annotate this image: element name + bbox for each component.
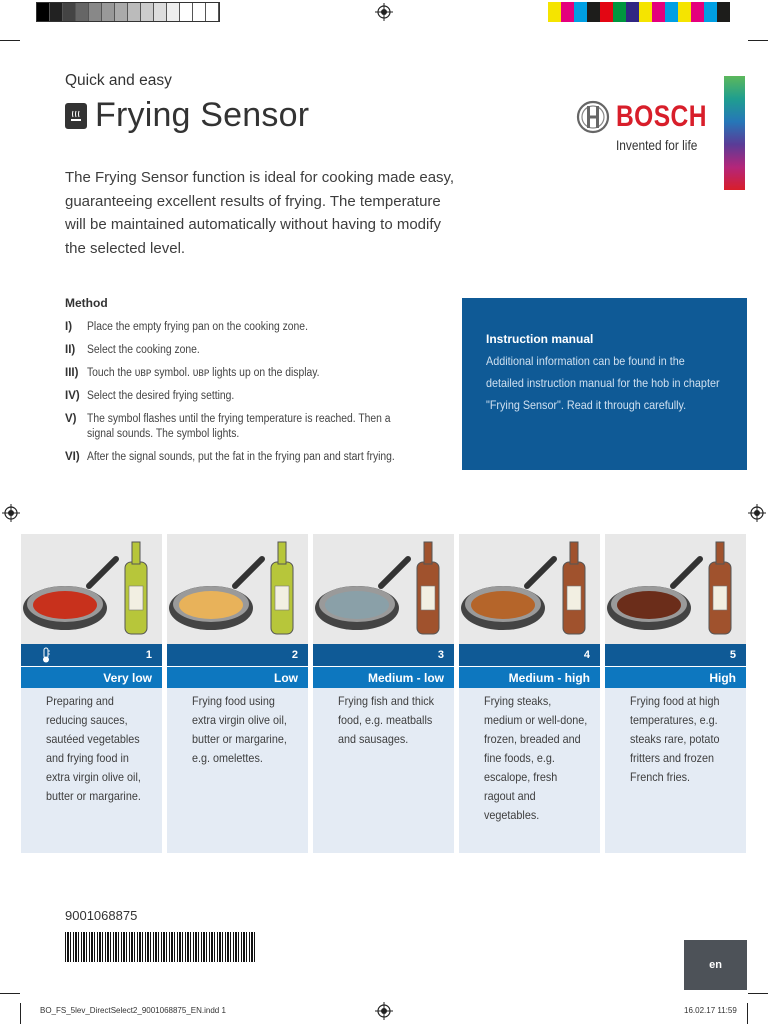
frying-pan-illustration bbox=[605, 534, 746, 644]
intro-paragraph: The Frying Sensor function is ideal for cooking made easy, guaranteeing excellent results of frying. The temperature will be maintained automatically without having to modify the selected level. bbox=[65, 169, 455, 257]
level-number: 4 bbox=[583, 649, 590, 661]
level-name: Very low bbox=[21, 666, 162, 688]
registration-mark-icon bbox=[2, 504, 20, 522]
crop-mark bbox=[0, 993, 20, 994]
level-card-3 bbox=[313, 534, 454, 854]
info-body: Additional information can be found in the detailed instruction manual for the hob in chapter "Frying Sensor". Read it through carefully. bbox=[486, 354, 720, 412]
list-item: V) The symbol flashes until the frying temperature is reached. Then a signal sounds. The symbol lights. bbox=[65, 413, 391, 440]
level-number-band bbox=[167, 644, 308, 666]
level-number: 5 bbox=[729, 649, 736, 661]
level-description: Preparing and reducing sauces, sautéed vegetables and frying food in extra virgin olive oil, butter or margarine. bbox=[21, 688, 162, 853]
method-steps bbox=[65, 320, 450, 473]
level-description: Frying fish and thick food, e.g. meatballs and sausages. bbox=[313, 688, 454, 853]
level-description: Frying food using extra virgin olive oil, butter or margarine, e.g. omelettes. bbox=[167, 688, 308, 853]
level-name: Medium - high bbox=[459, 666, 600, 688]
crop-mark bbox=[20, 1003, 21, 1024]
level-name: High bbox=[605, 666, 746, 688]
method-heading: Method bbox=[65, 296, 108, 310]
list-item: VI) After the signal sounds, put the fat in the frying pan and start frying. bbox=[65, 451, 395, 463]
level-description: Frying steaks, medium or well-done, frozen, breaded and fine foods, e.g. escalope, fresh ragout and vegetables. bbox=[459, 688, 600, 853]
level-card-4 bbox=[459, 534, 600, 854]
registration-mark-icon bbox=[375, 1002, 393, 1020]
brand-color-strip bbox=[724, 76, 745, 190]
registration-mark-icon bbox=[375, 3, 393, 21]
brand-name: BOSCH bbox=[616, 100, 707, 133]
frying-pan-illustration bbox=[313, 534, 454, 644]
level-cards bbox=[21, 534, 746, 854]
info-heading: Instruction manual bbox=[486, 332, 594, 346]
frying-pan-illustration bbox=[21, 534, 162, 644]
crop-mark bbox=[0, 40, 20, 41]
level-name: Medium - low bbox=[313, 666, 454, 688]
thermometer-icon bbox=[41, 647, 51, 663]
gray-color-bar bbox=[36, 2, 220, 22]
crop-mark bbox=[747, 1003, 748, 1024]
list-item: IV) Select the desired frying setting. bbox=[65, 390, 235, 402]
footer-file-name: BO_FS_5lev_DirectSelect2_9001068875_EN.indd 1 bbox=[40, 1006, 226, 1015]
level-card-2 bbox=[167, 534, 308, 854]
list-item: I) Place the empty frying pan on the cooking zone. bbox=[65, 321, 308, 333]
level-card-5 bbox=[605, 534, 746, 854]
list-item: III) Touch the ᴜʙᴘ symbol. ᴜʙᴘ lights up on the display. bbox=[65, 367, 320, 379]
level-number-band bbox=[605, 644, 746, 666]
product-code: 9001068875 bbox=[65, 908, 138, 923]
list-item: II) Select the cooking zone. bbox=[65, 344, 200, 356]
level-number: 2 bbox=[291, 649, 298, 661]
bosch-armature-logo-icon bbox=[576, 100, 610, 134]
frying-pan-illustration bbox=[459, 534, 600, 644]
barcode bbox=[65, 932, 255, 962]
level-number-band bbox=[459, 644, 600, 666]
subtitle: Quick and easy bbox=[65, 72, 172, 89]
level-number-band bbox=[21, 644, 162, 666]
level-number: 3 bbox=[437, 649, 444, 661]
level-name: Low bbox=[167, 666, 308, 688]
level-number-band bbox=[313, 644, 454, 666]
level-card-1 bbox=[21, 534, 162, 854]
level-description: Frying food at high temperatures, e.g. steaks rare, potato fritters and frozen French fries. bbox=[605, 688, 746, 853]
registration-mark-icon bbox=[748, 504, 766, 522]
brand-claim: Invented for life bbox=[616, 137, 698, 153]
crop-mark bbox=[748, 993, 768, 994]
language-tab: en bbox=[684, 940, 747, 990]
crop-mark bbox=[748, 40, 768, 41]
footer-date: 16.02.17 11:59 bbox=[684, 1006, 737, 1015]
level-number: 1 bbox=[145, 649, 152, 661]
title-row bbox=[65, 96, 309, 135]
page-title: Frying Sensor bbox=[95, 96, 310, 134]
frying-sensor-icon bbox=[65, 103, 87, 129]
instruction-manual-box bbox=[462, 298, 747, 470]
brand-block bbox=[576, 100, 727, 153]
cmyk-color-bar bbox=[548, 2, 730, 22]
frying-pan-illustration bbox=[167, 534, 308, 644]
